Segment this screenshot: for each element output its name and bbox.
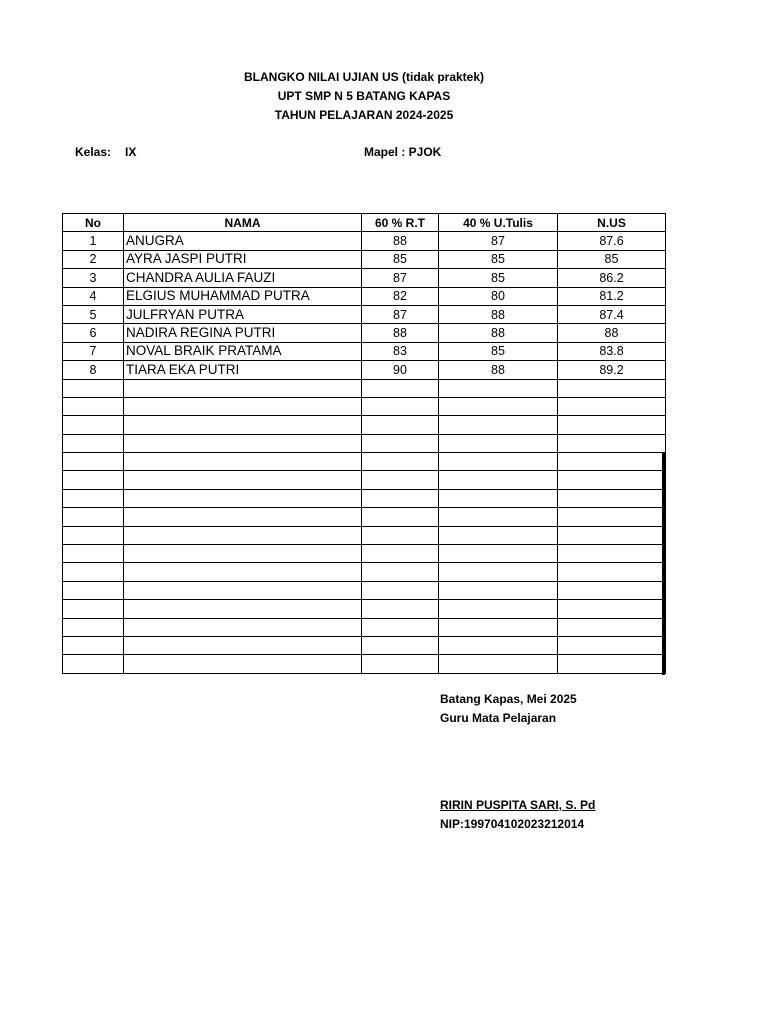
cell-ut: 87 [439, 232, 558, 250]
empty-cell [63, 636, 124, 654]
cell-nama: ANUGRA [124, 232, 362, 250]
empty-cell [63, 379, 124, 397]
empty-cell [439, 600, 558, 618]
table-row [63, 269, 666, 287]
empty-cell [439, 397, 558, 415]
empty-table-row [63, 581, 666, 599]
cell-no: 8 [63, 361, 124, 379]
empty-cell [124, 526, 362, 544]
empty-cell [439, 563, 558, 581]
table-row [63, 287, 666, 305]
empty-cell [362, 545, 439, 563]
empty-cell [362, 655, 439, 673]
empty-table-row [63, 526, 666, 544]
table-row [63, 342, 666, 360]
cell-rt: 87 [362, 305, 439, 323]
cell-no: 5 [63, 305, 124, 323]
empty-cell [63, 434, 124, 452]
table-header-row [63, 214, 666, 232]
empty-cell [558, 526, 666, 544]
empty-cell [558, 600, 666, 618]
empty-table-row [63, 563, 666, 581]
empty-cell [362, 508, 439, 526]
table-row [63, 250, 666, 268]
cell-no: 4 [63, 287, 124, 305]
empty-table-row [63, 600, 666, 618]
cell-rt: 88 [362, 324, 439, 342]
empty-cell [124, 416, 362, 434]
cell-nama: CHANDRA AULIA FAUZI [124, 269, 362, 287]
cell-nus: 85 [558, 250, 666, 268]
empty-cell [63, 600, 124, 618]
empty-cell [124, 581, 362, 599]
signature-role: Guru Mata Pelajaran [440, 711, 557, 725]
empty-cell [362, 434, 439, 452]
empty-table-row [63, 655, 666, 673]
empty-cell [124, 655, 362, 673]
empty-cell [439, 581, 558, 599]
empty-cell [558, 489, 666, 507]
cell-ut: 85 [439, 342, 558, 360]
cell-rt: 85 [362, 250, 439, 268]
empty-cell [63, 508, 124, 526]
cell-rt: 82 [362, 287, 439, 305]
col-header-ut: 40 % U.Tulis [439, 214, 558, 232]
school-name: UPT SMP N 5 BATANG KAPAS [277, 89, 451, 103]
empty-cell [362, 489, 439, 507]
table-row [63, 361, 666, 379]
empty-cell [439, 655, 558, 673]
empty-cell [362, 581, 439, 599]
empty-cell [63, 545, 124, 563]
table-row [63, 324, 666, 342]
empty-cell [63, 526, 124, 544]
doc-title: BLANGKO NILAI UJIAN US (tidak praktek) [243, 70, 485, 84]
cell-nus: 87.6 [558, 232, 666, 250]
empty-cell [124, 600, 362, 618]
grade-table [62, 213, 666, 674]
empty-cell [558, 434, 666, 452]
empty-cell [362, 453, 439, 471]
empty-cell [362, 526, 439, 544]
cell-no: 7 [63, 342, 124, 360]
empty-cell [63, 453, 124, 471]
empty-cell [439, 379, 558, 397]
empty-cell [63, 489, 124, 507]
empty-cell [439, 526, 558, 544]
empty-cell [439, 636, 558, 654]
cell-nus: 88 [558, 324, 666, 342]
cell-rt: 87 [362, 269, 439, 287]
empty-table-row [63, 379, 666, 397]
empty-cell [63, 563, 124, 581]
empty-cell [63, 416, 124, 434]
table-body [63, 232, 666, 673]
academic-year: TAHUN PELAJARAN 2024-2025 [274, 108, 454, 122]
empty-cell [124, 563, 362, 581]
empty-cell [63, 397, 124, 415]
empty-cell [124, 397, 362, 415]
empty-cell [124, 379, 362, 397]
empty-cell [362, 471, 439, 489]
empty-cell [63, 655, 124, 673]
empty-cell [558, 655, 666, 673]
signature-name: RIRIN PUSPITA SARI, S. Pd [440, 798, 596, 812]
empty-table-row [63, 508, 666, 526]
kelas-label: Kelas: [75, 145, 112, 159]
empty-cell [439, 453, 558, 471]
empty-cell [362, 379, 439, 397]
cell-ut: 85 [439, 250, 558, 268]
table-row [63, 232, 666, 250]
cell-nus: 81.2 [558, 287, 666, 305]
kelas-value: IX [125, 145, 137, 159]
cell-ut: 88 [439, 324, 558, 342]
empty-cell [558, 636, 666, 654]
empty-cell [63, 618, 124, 636]
empty-cell [362, 416, 439, 434]
empty-cell [124, 434, 362, 452]
cell-ut: 80 [439, 287, 558, 305]
empty-cell [124, 508, 362, 526]
mapel-label: Mapel : PJOK [364, 145, 442, 159]
empty-cell [558, 416, 666, 434]
cell-nus: 89.2 [558, 361, 666, 379]
cell-nus: 83.8 [558, 342, 666, 360]
empty-cell [558, 379, 666, 397]
empty-cell [558, 545, 666, 563]
empty-table-row [63, 545, 666, 563]
empty-cell [362, 636, 439, 654]
empty-cell [439, 434, 558, 452]
cell-no: 6 [63, 324, 124, 342]
empty-cell [362, 397, 439, 415]
table-right-border [662, 453, 665, 675]
empty-cell [362, 563, 439, 581]
cell-no: 1 [63, 232, 124, 250]
empty-cell [63, 581, 124, 599]
cell-nama: ELGIUS MUHAMMAD PUTRA [124, 287, 362, 305]
empty-table-row [63, 397, 666, 415]
signature-nip: NIP:199704102023212014 [440, 817, 585, 831]
empty-cell [124, 453, 362, 471]
empty-cell [124, 545, 362, 563]
empty-table-row [63, 416, 666, 434]
cell-nus: 87.4 [558, 305, 666, 323]
empty-cell [558, 563, 666, 581]
cell-nama: NOVAL BRAIK PRATAMA [124, 342, 362, 360]
empty-table-row [63, 453, 666, 471]
cell-ut: 88 [439, 305, 558, 323]
col-header-rt: 60 % R.T [362, 214, 439, 232]
cell-rt: 88 [362, 232, 439, 250]
empty-cell [439, 416, 558, 434]
empty-cell [558, 453, 666, 471]
col-header-nama: NAMA [124, 214, 362, 232]
empty-cell [124, 471, 362, 489]
empty-cell [558, 508, 666, 526]
empty-cell [439, 508, 558, 526]
col-header-no: No [63, 214, 124, 232]
empty-cell [558, 618, 666, 636]
cell-ut: 85 [439, 269, 558, 287]
empty-cell [63, 471, 124, 489]
cell-nama: JULFRYAN PUTRA [124, 305, 362, 323]
cell-no: 2 [63, 250, 124, 268]
cell-ut: 88 [439, 361, 558, 379]
empty-cell [362, 618, 439, 636]
empty-cell [362, 600, 439, 618]
empty-cell [124, 636, 362, 654]
empty-table-row [63, 471, 666, 489]
empty-table-row [63, 618, 666, 636]
empty-cell [558, 581, 666, 599]
empty-cell [439, 489, 558, 507]
cell-nus: 86.2 [558, 269, 666, 287]
empty-cell [124, 489, 362, 507]
empty-cell [558, 397, 666, 415]
empty-cell [439, 471, 558, 489]
cell-no: 3 [63, 269, 124, 287]
cell-nama: AYRA JASPI PUTRI [124, 250, 362, 268]
cell-rt: 90 [362, 361, 439, 379]
empty-cell [439, 545, 558, 563]
empty-table-row [63, 489, 666, 507]
empty-cell [439, 618, 558, 636]
empty-table-row [63, 636, 666, 654]
col-header-nus: N.US [558, 214, 666, 232]
signature-place-date: Batang Kapas, Mei 2025 [440, 692, 577, 706]
table-row [63, 305, 666, 323]
empty-table-row [63, 434, 666, 452]
cell-nama: NADIRA REGINA PUTRI [124, 324, 362, 342]
cell-nama: TIARA EKA PUTRI [124, 361, 362, 379]
cell-rt: 83 [362, 342, 439, 360]
empty-cell [558, 471, 666, 489]
empty-cell [124, 618, 362, 636]
